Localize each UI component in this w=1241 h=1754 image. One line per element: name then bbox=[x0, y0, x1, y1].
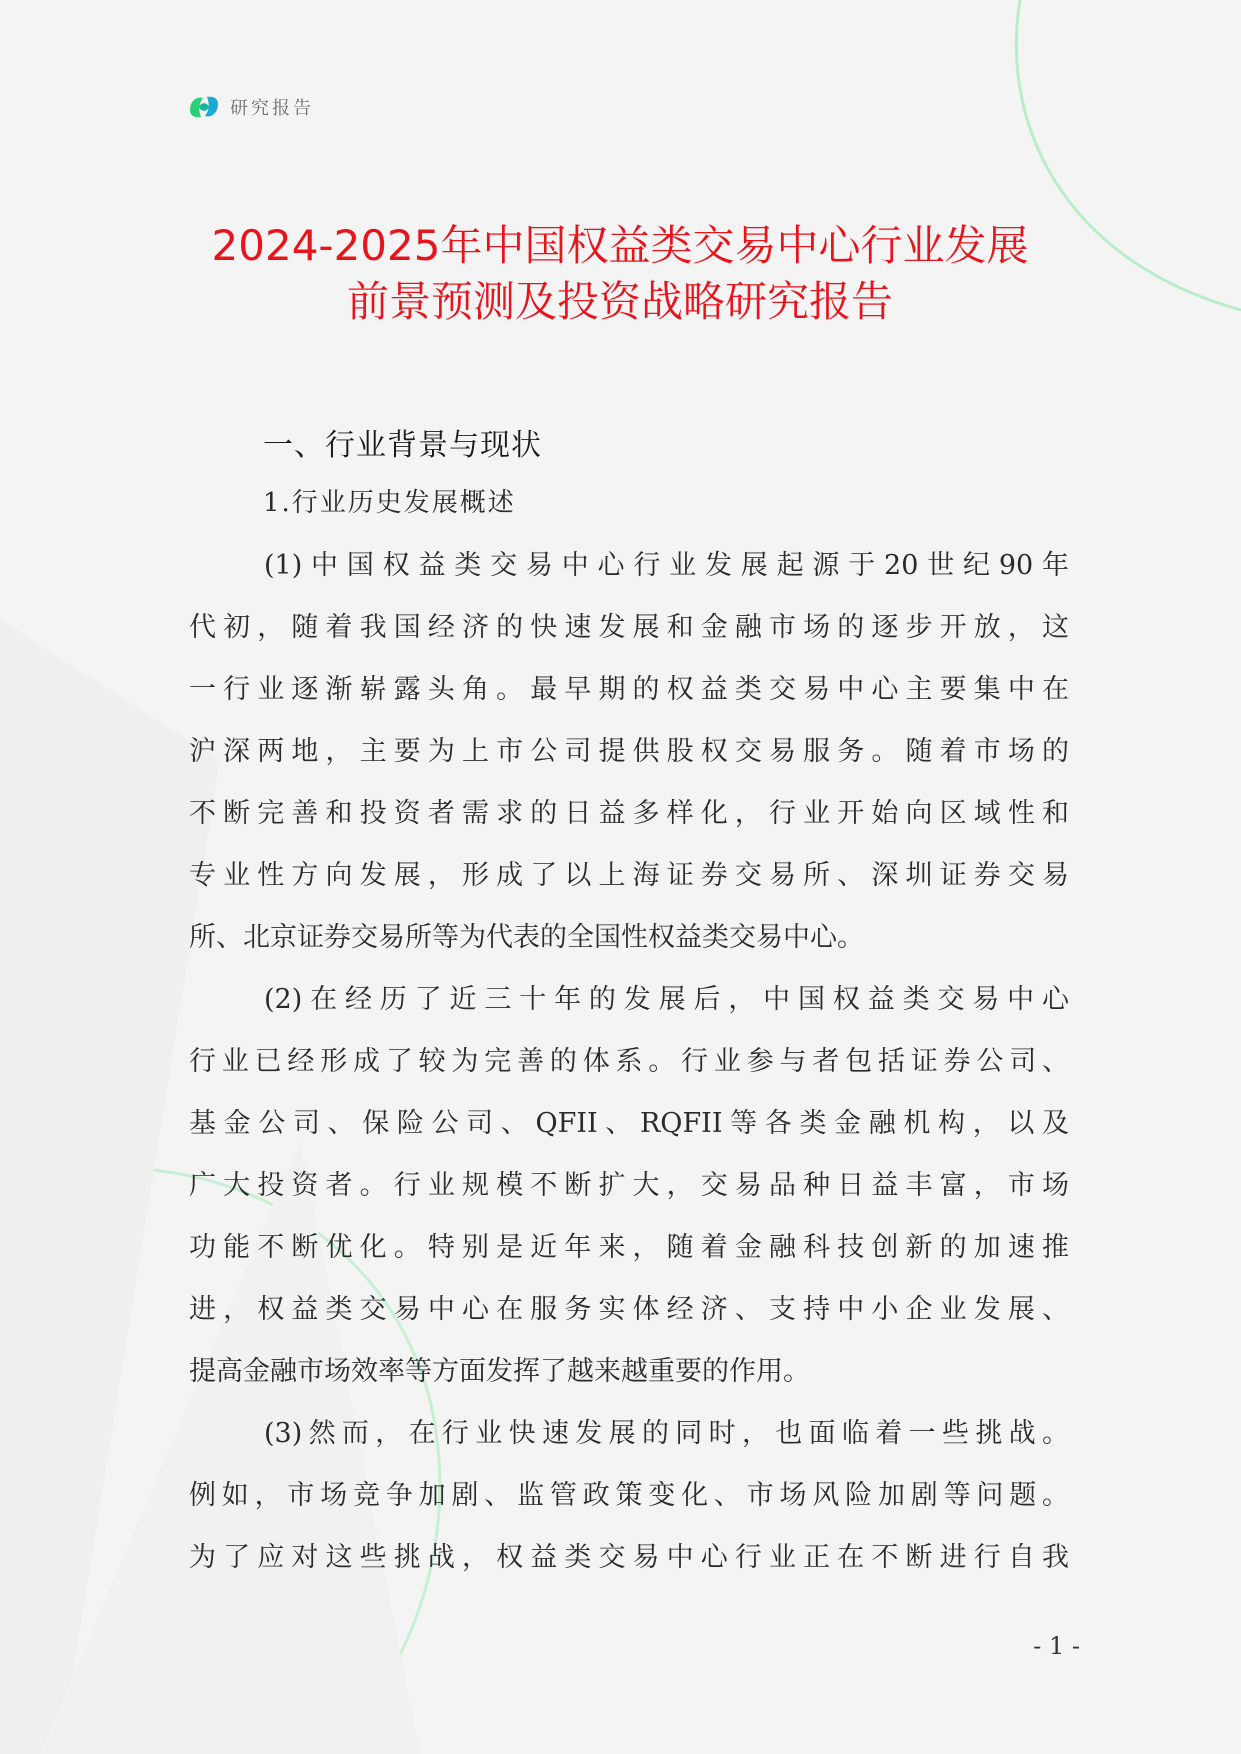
text-line: 一行业逐渐崭露头角。最早期的权益类交易中心主要集中在 bbox=[189, 674, 1069, 705]
text-line: 行业已经形成了较为完善的体系。行业参与者包括证券公司、 bbox=[189, 1046, 1069, 1077]
title-line-1: 2024-2025年中国权益类交易中心行业发展 bbox=[211, 221, 1029, 270]
text-line: 沪深两地，主要为上市公司提供股权交易服务。随着市场的 bbox=[189, 736, 1069, 767]
text-line: 专业性方向发展，形成了以上海证券交易所、深圳证券交易 bbox=[189, 860, 1069, 891]
title-line-2: 前景预测及投资战略研究报告 bbox=[346, 277, 893, 326]
text-line: 所、北京证券交易所等为代表的全国性权益类交易中心。 bbox=[189, 922, 864, 953]
text-line: 进，权益类交易中心在服务实体经济、支持中小企业发展、 bbox=[189, 1294, 1069, 1325]
brand-text: 研究报告 bbox=[230, 98, 314, 119]
text-line: (2)在经历了近三十年的发展后，中国权益类交易中心 bbox=[264, 984, 1069, 1015]
paragraph-1 bbox=[189, 535, 1069, 969]
text-line: 不断完善和投资者需求的日益多样化，行业开始向区域性和 bbox=[189, 798, 1069, 829]
paragraph-2 bbox=[189, 969, 1069, 1403]
text-line: 功能不断优化。特别是近年来，随着金融科技创新的加速推 bbox=[189, 1232, 1069, 1263]
header-brand bbox=[187, 90, 314, 124]
text-line: 代初，随着我国经济的快速发展和金融市场的逐步开放，这 bbox=[189, 612, 1069, 643]
text-line: (1)中国权益类交易中心行业发展起源于20世纪90年 bbox=[264, 550, 1069, 581]
text-line: 广大投资者。行业规模不断扩大，交易品种日益丰富，市场 bbox=[189, 1170, 1069, 1201]
paragraph-3 bbox=[189, 1403, 1069, 1589]
subsection-heading: 1.行业历史发展概述 bbox=[263, 488, 516, 518]
text-line: 例如，市场竞争加剧、监管政策变化、市场风险加剧等问题。 bbox=[189, 1480, 1069, 1511]
text-line: (3)然而，在行业快速发展的同时，也面临着一些挑战。 bbox=[264, 1418, 1069, 1449]
section-heading: 一、行业背景与现状 bbox=[263, 428, 542, 463]
document-title bbox=[150, 218, 1090, 330]
leaf-logo-icon bbox=[187, 90, 221, 124]
text-line: 基金公司、保险公司、QFII、RQFII等各类金融机构，以及 bbox=[189, 1108, 1069, 1139]
text-line: 提高金融市场效率等方面发挥了越来越重要的作用。 bbox=[189, 1356, 810, 1387]
text-line: 为了应对这些挑战，权益类交易中心行业正在不断进行自我 bbox=[189, 1542, 1069, 1573]
page-number: - 1 - bbox=[1033, 1632, 1080, 1660]
